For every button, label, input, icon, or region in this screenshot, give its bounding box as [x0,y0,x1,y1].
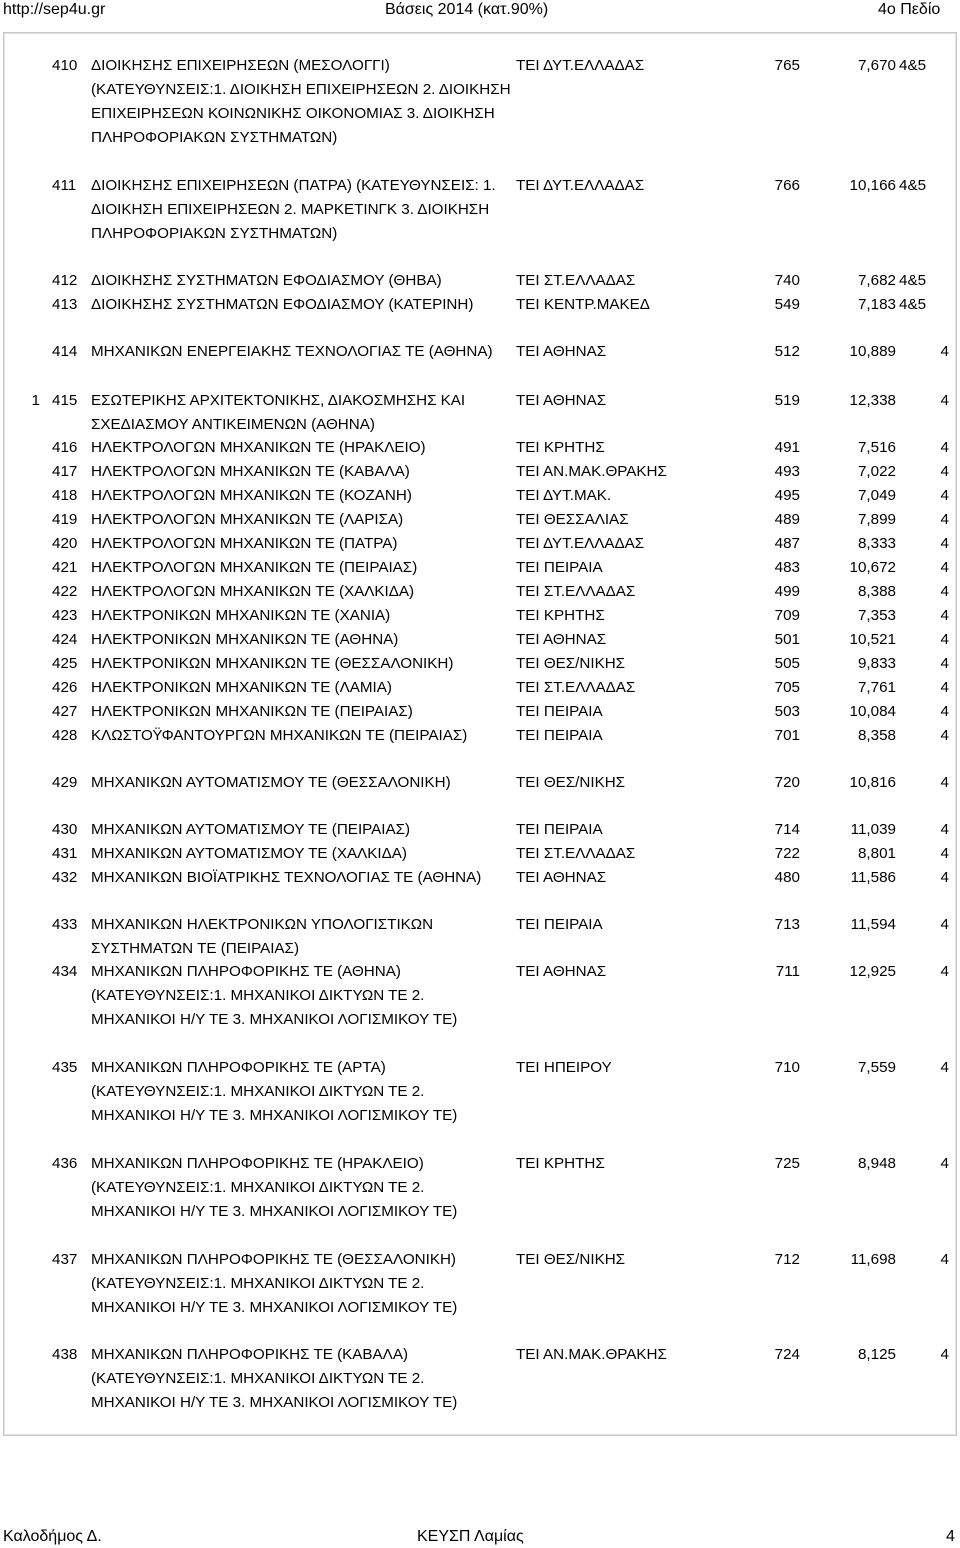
row-group: 4 [940,869,949,886]
row-score: 7,899 [857,511,896,528]
row-code: 429 [52,774,78,791]
row-score: 11,698 [850,1251,896,1268]
row-institution: ΤΕΙ ΠΕΙΡΑΙΑ [516,703,603,720]
row-institution: ΤΕΙ ΑΝ.ΜΑΚ.ΘΡΑΚΗΣ [516,1346,667,1363]
row-position: 714 [774,821,800,838]
row-code: 436 [52,1155,78,1172]
row-score: 7,049 [857,487,896,504]
row-department: ΜΗΧΑΝΙΚΩΝ ΠΛΗΡΟΦΟΡΙΚΗΣ ΤΕ (ΑΘΗΝΑ) (ΚΑΤΕΥΘΥΝΣΕΙΣ:1. ΜΗΧΑΝΙΚΟΙ ΔΙΚΤΥΩΝ ΤΕ 2. ΜΗΧΑΝΙΚΟΙ Η/Υ ΤΕ 3. ΜΗΧΑΝΙΚΟΙ ΛΟΓΙΣΜΙΚΟΥ ΤΕ) [91,963,458,1028]
row-score: 8,333 [857,535,896,552]
row-position: 480 [774,869,800,886]
row-institution: ΤΕΙ ΚΡΗΤΗΣ [516,1155,605,1172]
row-position: 740 [774,272,800,289]
row-code: 418 [52,487,78,504]
table-row [0,174,960,270]
row-code: 424 [52,631,78,648]
row-code: 412 [52,272,78,289]
row-marker: 1 [31,392,40,409]
table-row [0,293,960,317]
row-department: ΗΛΕΚΤΡΟΛΟΓΩΝ ΜΗΧΑΝΙΚΩΝ ΤΕ (ΚΟΖΑΝΗ) [91,487,412,504]
row-department: ΗΛΕΚΤΡΟΛΟΓΩΝ ΜΗΧΑΝΙΚΩΝ ΤΕ (ΗΡΑΚΛΕΙΟ) [91,439,426,456]
table-row [0,436,960,460]
row-position: 710 [774,1059,800,1076]
row-score: 9,833 [857,655,896,672]
row-institution: ΤΕΙ ΑΘΗΝΑΣ [516,343,607,360]
row-code: 427 [52,703,78,720]
table-row [0,1152,960,1224]
table-row [0,676,960,700]
row-position: 766 [774,177,800,194]
document-title: Βάσεις 2014 (κατ.90%) [385,1,549,18]
row-code: 423 [52,607,78,624]
row-institution: ΤΕΙ ΣΤ.ΕΛΛΑΔΑΣ [516,583,636,600]
table-row [0,532,960,556]
row-score: 7,353 [857,607,896,624]
row-department: ΔΙΟΙΚΗΣΗΣ ΕΠΙΧΕΙΡΗΣΕΩΝ (ΜΕΣΟΛΟΓΓΙ) (ΚΑΤΕΥΘΥΝΣΕΙΣ:1. ΔΙΟΙΚΗΣΗ ΕΠΙΧΕΙΡΗΣΕΩΝ 2. ΔΙΟΙΚΗΣΗ ΕΠΙΧΕΙΡΗΣΕΩΝ ΚΟΙΝΩΝΙΚΗΣ ΟΙΚΟΝΟΜΙΑΣ 3. ΔΙΟΙΚΗΣΗ ΠΛΗΡΟΦΟΡΙΑΚΩΝ ΣΥΣΤΗΜΑΤΩΝ) [91,57,511,146]
row-institution: ΤΕΙ ΚΡΗΤΗΣ [516,607,605,624]
row-score: 7,670 [857,57,896,74]
row-department: ΜΗΧΑΝΙΚΩΝ ΒΙΟΪΑΤΡΙΚΗΣ ΤΕΧΝΟΛΟΓΙΑΣ ΤΕ (ΑΘΗΝΑ) [91,869,482,886]
row-group: 4&5 [899,296,927,313]
row-institution: ΤΕΙ ΔΥΤ.ΜΑΚ. [516,487,612,504]
table-row [0,269,960,293]
row-department: ΜΗΧΑΝΙΚΩΝ ΠΛΗΡΟΦΟΡΙΚΗΣ ΤΕ (ΚΑΒΑΛΑ) (ΚΑΤΕΥΘΥΝΣΕΙΣ:1. ΜΗΧΑΝΙΚΟΙ ΔΙΚΤΥΩΝ ΤΕ 2. ΜΗΧΑΝΙΚΟΙ Η/Υ ΤΕ 3. ΜΗΧΑΝΙΚΟΙ ΛΟΓΙΣΜΙΚΟΥ ΤΕ) [91,1346,458,1411]
row-institution: ΤΕΙ ΑΘΗΝΑΣ [516,631,607,648]
row-institution: ΤΕΙ ΚΕΝΤΡ.ΜΑΚΕΔ [516,296,650,313]
row-position: 491 [774,439,800,456]
row-position: 512 [774,343,800,360]
table-row [0,54,960,150]
row-group: 4 [940,963,949,980]
row-score: 12,925 [849,963,896,980]
row-code: 414 [52,343,78,360]
table-row [0,556,960,580]
row-score: 10,521 [849,631,896,648]
row-position: 495 [774,487,800,504]
row-department: ΜΗΧΑΝΙΚΩΝ ΠΛΗΡΟΦΟΡΙΚΗΣ ΤΕ (ΘΕΣΣΑΛΟΝΙΚΗ) (ΚΑΤΕΥΘΥΝΣΕΙΣ:1. ΜΗΧΑΝΙΚΟΙ ΔΙΚΤΥΩΝ ΤΕ 2. ΜΗΧΑΝΙΚΟΙ Η/Υ ΤΕ 3. ΜΗΧΑΝΙΚΟΙ ΛΟΓΙΣΜΙΚΟΥ ΤΕ) [91,1251,458,1316]
row-score: 7,682 [857,272,896,289]
row-group: 4 [940,679,949,696]
row-score: 10,816 [849,774,896,791]
row-institution: ΤΕΙ ΔΥΤ.ΕΛΛΑΔΑΣ [516,535,645,552]
row-code: 411 [52,177,77,194]
row-score: 7,516 [857,439,896,456]
row-institution: ΤΕΙ ΑΝ.ΜΑΚ.ΘΡΑΚΗΣ [516,463,667,480]
site-url: http://sep4u.gr [3,1,106,18]
row-department: ΜΗΧΑΝΙΚΩΝ ΠΛΗΡΟΦΟΡΙΚΗΣ ΤΕ (ΑΡΤΑ) (ΚΑΤΕΥΘΥΝΣΕΙΣ:1. ΜΗΧΑΝΙΚΟΙ ΔΙΚΤΥΩΝ ΤΕ 2. ΜΗΧΑΝΙΚΟΙ Η/Υ ΤΕ 3. ΜΗΧΑΝΙΚΟΙ ΛΟΓΙΣΜΙΚΟΥ ΤΕ) [91,1059,458,1124]
row-department: ΜΗΧΑΝΙΚΩΝ ΠΛΗΡΟΦΟΡΙΚΗΣ ΤΕ (ΗΡΑΚΛΕΙΟ) (ΚΑΤΕΥΘΥΝΣΕΙΣ:1. ΜΗΧΑΝΙΚΟΙ ΔΙΚΤΥΩΝ ΤΕ 2. ΜΗΧΑΝΙΚΟΙ Η/Υ ΤΕ 3. ΜΗΧΑΝΙΚΟΙ ΛΟΓΙΣΜΙΚΟΥ ΤΕ) [91,1155,458,1220]
table-row [0,913,960,961]
table-row [0,508,960,532]
row-institution: ΤΕΙ ΘΕΣΣΑΛΙΑΣ [516,511,629,528]
field-label: 4ο Πεδίο [878,1,941,18]
row-score: 8,388 [857,583,896,600]
row-institution: ΤΕΙ ΔΥΤ.ΕΛΛΑΔΑΣ [516,57,645,74]
row-position: 499 [774,583,800,600]
row-institution: ΤΕΙ ΑΘΗΝΑΣ [516,963,607,980]
row-group: 4 [940,1251,949,1268]
row-group: 4 [940,774,949,791]
row-code: 426 [52,679,78,696]
row-department: ΗΛΕΚΤΡΟΛΟΓΩΝ ΜΗΧΑΝΙΚΩΝ ΤΕ (ΚΑΒΑΛΑ) [91,463,410,480]
footer-center: ΚΕΥΣΠ Λαμίας [417,1528,524,1545]
row-position: 709 [774,607,800,624]
row-code: 425 [52,655,78,672]
row-department: ΗΛΕΚΤΡΟΝΙΚΩΝ ΜΗΧΑΝΙΚΩΝ ΤΕ (ΑΘΗΝΑ) [91,631,399,648]
row-group: 4 [940,343,949,360]
row-institution: ΤΕΙ ΑΘΗΝΑΣ [516,392,607,409]
row-code: 428 [52,727,78,744]
row-institution: ΤΕΙ ΘΕΣ/ΝΙΚΗΣ [516,655,626,672]
row-group: 4&5 [899,272,927,289]
row-position: 725 [774,1155,800,1172]
row-department: ΗΛΕΚΤΡΟΛΟΓΩΝ ΜΗΧΑΝΙΚΩΝ ΤΕ (ΠΑΤΡΑ) [91,535,398,552]
row-department: ΜΗΧΑΝΙΚΩΝ ΗΛΕΚΤΡΟΝΙΚΩΝ ΥΠΟΛΟΓΙΣΤΙΚΩΝ ΣΥΣΤΗΜΑΤΩΝ ΤΕ (ΠΕΙΡΑΙΑΣ) [91,916,434,957]
row-department: ΜΗΧΑΝΙΚΩΝ ΕΝΕΡΓΕΙΑΚΗΣ ΤΕΧΝΟΛΟΓΙΑΣ ΤΕ (ΑΘΗΝΑ) [91,343,493,360]
row-department: ΚΛΩΣΤΟΫΦΑΝΤΟΥΡΓΩΝ ΜΗΧΑΝΙΚΩΝ ΤΕ (ΠΕΙΡΑΙΑΣ) [91,727,468,744]
table-row [0,484,960,508]
row-group: 4 [940,1346,949,1363]
table-row [0,818,960,842]
row-group: 4 [940,535,949,552]
row-score: 12,338 [849,392,896,409]
row-group: 4 [940,559,949,576]
table-row [0,652,960,676]
row-code: 438 [52,1346,78,1363]
row-institution: ΤΕΙ ΑΘΗΝΑΣ [516,869,607,886]
table-row [0,700,960,724]
row-group: 4 [940,511,949,528]
table-row [0,628,960,652]
row-institution: ΤΕΙ ΣΤ.ΕΛΛΑΔΑΣ [516,845,636,862]
row-department: ΔΙΟΙΚΗΣΗΣ ΣΥΣΤΗΜΑΤΩΝ ΕΦΟΔΙΑΣΜΟΥ (ΘΗΒΑ) [91,272,442,289]
row-code: 410 [52,57,78,74]
row-code: 432 [52,869,78,886]
row-position: 549 [774,296,800,313]
row-group: 4 [940,655,949,672]
row-group: 4 [940,487,949,504]
row-institution: ΤΕΙ ΣΤ.ΕΛΛΑΔΑΣ [516,272,636,289]
row-institution: ΤΕΙ ΗΠΕΙΡΟΥ [516,1059,612,1076]
row-department: ΔΙΟΙΚΗΣΗΣ ΕΠΙΧΕΙΡΗΣΕΩΝ (ΠΑΤΡΑ) (ΚΑΤΕΥΘΥΝΣΕΙΣ: 1. ΔΙΟΙΚΗΣΗ ΕΠΙΧΕΙΡΗΣΕΩΝ 2. ΜΑΡΚΕΤΙΝΓΚ 3. ΔΙΟΙΚΗΣΗ ΠΛΗΡΟΦΟΡΙΑΚΩΝ ΣΥΣΤΗΜΑΤΩΝ) [91,177,496,242]
table-row [0,460,960,484]
table-row [0,604,960,628]
footer-page-number: 4 [946,1528,955,1545]
table-row [0,960,960,1032]
row-position: 713 [774,916,800,933]
row-position: 503 [774,703,800,720]
footer-author: Καλοδήμος Δ. [3,1528,102,1545]
row-score: 11,039 [850,821,896,838]
row-department: ΕΣΩΤΕΡΙΚΗΣ ΑΡΧΙΤΕΚΤΟΝΙΚΗΣ, ΔΙΑΚΟΣΜΗΣΗΣ ΚΑΙ ΣΧΕΔΙΑΣΜΟΥ ΑΝΤΙΚΕΙΜΕΝΩΝ (ΑΘΗΝΑ) [91,392,466,433]
row-department: ΗΛΕΚΤΡΟΝΙΚΩΝ ΜΗΧΑΝΙΚΩΝ ΤΕ (ΛΑΜΙΑ) [91,679,392,696]
row-position: 501 [774,631,800,648]
row-group: 4 [940,1155,949,1172]
row-score: 7,022 [857,463,896,480]
row-department: ΗΛΕΚΤΡΟΝΙΚΩΝ ΜΗΧΑΝΙΚΩΝ ΤΕ (ΘΕΣΣΑΛΟΝΙΚΗ) [91,655,454,672]
table-row [0,340,960,364]
row-group: 4 [940,392,949,409]
row-group: 4 [940,821,949,838]
row-institution: ΤΕΙ ΔΥΤ.ΕΛΛΑΔΑΣ [516,177,645,194]
row-department: ΜΗΧΑΝΙΚΩΝ ΑΥΤΟΜΑΤΙΣΜΟΥ ΤΕ (ΧΑΛΚΙΔΑ) [91,845,407,862]
table-row [0,1248,960,1320]
row-position: 724 [774,1346,800,1363]
row-code: 419 [52,511,78,528]
row-department: ΗΛΕΚΤΡΟΛΟΓΩΝ ΜΗΧΑΝΙΚΩΝ ΤΕ (ΠΕΙΡΑΙΑΣ) [91,559,418,576]
row-group: 4 [940,631,949,648]
row-department: ΗΛΕΚΤΡΟΝΙΚΩΝ ΜΗΧΑΝΙΚΩΝ ΤΕ (ΧΑΝΙΑ) [91,607,391,624]
row-code: 437 [52,1251,78,1268]
row-department: ΗΛΕΚΤΡΟΝΙΚΩΝ ΜΗΧΑΝΙΚΩΝ ΤΕ (ΠΕΙΡΑΙΑΣ) [91,703,413,720]
row-group: 4 [940,1059,949,1076]
row-code: 435 [52,1059,78,1076]
row-position: 493 [774,463,800,480]
row-code: 417 [52,463,78,480]
row-position: 712 [774,1251,800,1268]
row-institution: ΤΕΙ ΘΕΣ/ΝΙΚΗΣ [516,774,626,791]
row-institution: ΤΕΙ ΣΤ.ΕΛΛΑΔΑΣ [516,679,636,696]
row-position: 720 [774,774,800,791]
row-position: 487 [774,535,800,552]
row-score: 10,672 [849,559,896,576]
row-department: ΜΗΧΑΝΙΚΩΝ ΑΥΤΟΜΑΤΙΣΜΟΥ ΤΕ (ΠΕΙΡΑΙΑΣ) [91,821,411,838]
row-score: 10,889 [849,343,896,360]
row-institution: ΤΕΙ ΠΕΙΡΑΙΑ [516,727,603,744]
row-position: 705 [774,679,800,696]
row-score: 10,084 [849,703,896,720]
table-row [0,389,960,437]
row-position: 483 [774,559,800,576]
row-code: 431 [52,845,78,862]
row-score: 7,559 [857,1059,896,1076]
table-row [0,866,960,890]
row-score: 8,358 [857,727,896,744]
row-position: 765 [774,57,800,74]
row-group: 4 [940,439,949,456]
row-position: 711 [775,963,800,980]
row-department: ΗΛΕΚΤΡΟΛΟΓΩΝ ΜΗΧΑΝΙΚΩΝ ΤΕ (ΧΑΛΚΙΔΑ) [91,583,415,600]
row-group: 4 [940,463,949,480]
row-department: ΗΛΕΚΤΡΟΛΟΓΩΝ ΜΗΧΑΝΙΚΩΝ ΤΕ (ΛΑΡΙΣΑ) [91,511,404,528]
row-score: 10,166 [849,177,896,194]
row-position: 722 [774,845,800,862]
row-position: 505 [774,655,800,672]
row-position: 701 [774,727,800,744]
table-row [0,771,960,795]
row-institution: ΤΕΙ ΠΕΙΡΑΙΑ [516,559,603,576]
row-group: 4 [940,916,949,933]
row-code: 415 [52,392,78,409]
table-row [0,842,960,866]
row-code: 413 [52,296,78,313]
row-score: 11,586 [850,869,896,886]
row-score: 8,801 [857,845,896,862]
row-score: 8,948 [857,1155,896,1172]
row-institution: ΤΕΙ ΠΕΙΡΑΙΑ [516,916,603,933]
row-code: 416 [52,439,78,456]
row-group: 4&5 [899,177,927,194]
row-group: 4 [940,583,949,600]
row-position: 519 [774,392,800,409]
row-group: 4 [940,703,949,720]
row-code: 430 [52,821,78,838]
row-score: 11,594 [850,916,896,933]
row-department: ΜΗΧΑΝΙΚΩΝ ΑΥΤΟΜΑΤΙΣΜΟΥ ΤΕ (ΘΕΣΣΑΛΟΝΙΚΗ) [91,774,451,791]
row-code: 422 [52,583,78,600]
row-code: 433 [52,916,78,933]
row-department: ΔΙΟΙΚΗΣΗΣ ΣΥΣΤΗΜΑΤΩΝ ΕΦΟΔΙΑΣΜΟΥ (ΚΑΤΕΡΙΝΗ) [91,296,474,313]
row-code: 420 [52,535,78,552]
row-code: 421 [52,559,78,576]
row-group: 4 [940,845,949,862]
table-row [0,1056,960,1128]
row-score: 7,761 [857,679,896,696]
row-group: 4&5 [899,57,927,74]
row-group: 4 [940,727,949,744]
table-row [0,724,960,748]
row-institution: ΤΕΙ ΘΕΣ/ΝΙΚΗΣ [516,1251,626,1268]
table-row [0,580,960,604]
row-institution: ΤΕΙ ΠΕΙΡΑΙΑ [516,821,603,838]
row-position: 489 [774,511,800,528]
row-score: 8,125 [857,1346,896,1363]
row-group: 4 [940,607,949,624]
row-code: 434 [52,963,78,980]
table-row [0,1343,960,1415]
row-score: 7,183 [857,296,896,313]
row-institution: ΤΕΙ ΚΡΗΤΗΣ [516,439,605,456]
